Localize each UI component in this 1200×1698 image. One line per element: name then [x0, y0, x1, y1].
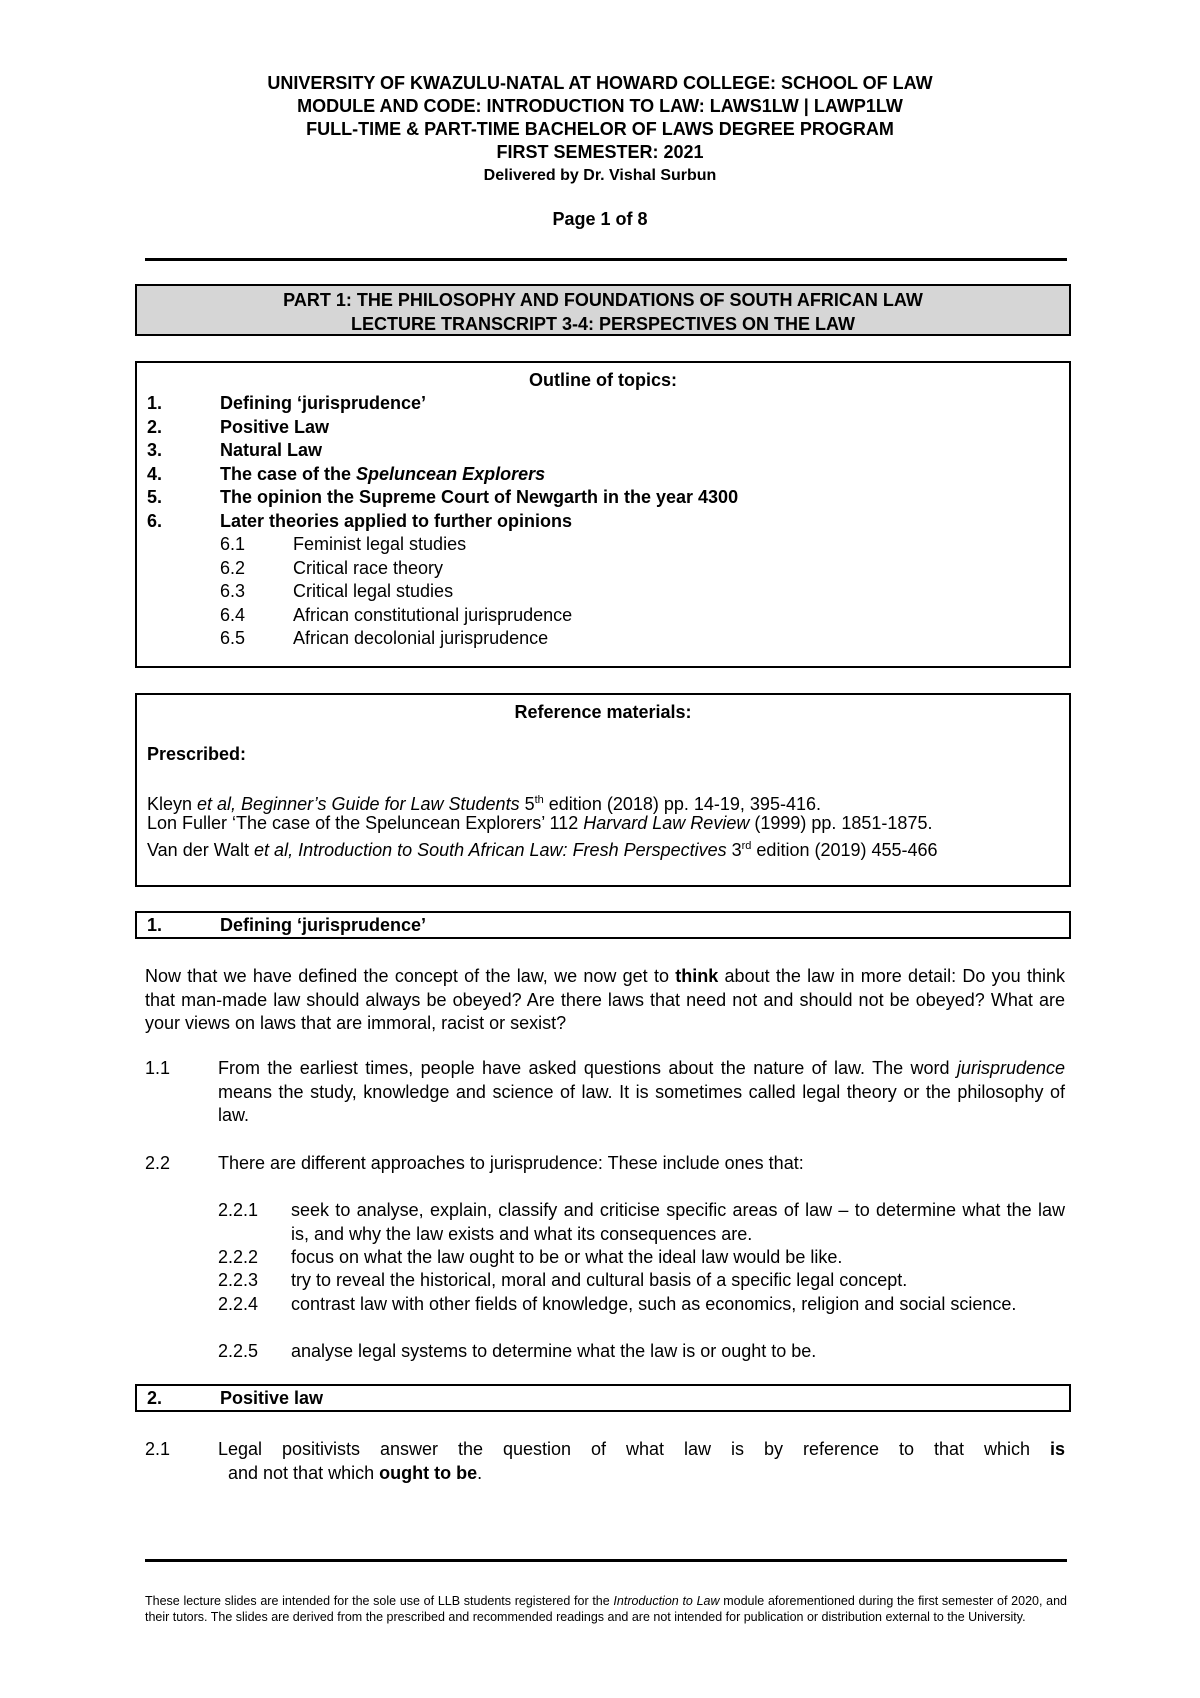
reference-kleyn: Kleyn et al, Beginner’s Guide for Law Students 5th edition (2018) pp. 14-19, 395-416. — [147, 794, 821, 814]
part-title-box — [135, 284, 1071, 336]
outline-list — [137, 392, 1069, 651]
outline-subitem: 6.1 Feminist legal studies — [220, 534, 467, 554]
page-number: Page 1 of 8 — [552, 209, 648, 229]
outline-item: 6. Later theories applied to further opinions — [147, 510, 573, 531]
outline-subitem: 6.2 Critical race theory — [220, 557, 444, 578]
section-1-intro: Now that we have defined the concept of the law, we now get to think about the law in more detail: Do you think that man-made law should always be obeyed? Are there laws that need not and should not be obeyed? What are your views on laws that are immoral, racist or sexist? — [145, 966, 1065, 1033]
references-box — [135, 693, 1071, 887]
lecturer: Delivered by Dr. Vishal Surbun — [483, 167, 717, 184]
outline-item: 1. Defining ‘jurisprudence’ — [147, 393, 427, 413]
reference-van-der-walt: Van der Walt et al, Introduction to South African Law: Fresh Perspectives 3rd edition (2019) 455-466 — [147, 840, 938, 860]
degree-program: FULL-TIME & PART-TIME BACHELOR OF LAWS DEGREE PROGRAM — [306, 119, 894, 139]
document-page: UNIVERSITY OF KWAZULU-NATAL AT HOWARD COLLEGE: SCHOOL OF LAW MODULE AND CODE: INTRODUCTION TO LAW: LAWS1LW | LAWP1LW FULL-TIME & PART-TIME BACHELOR OF LAWS DEGREE PROGRAM FIRST SEMESTER: 2021 Delivered by Dr. Vishal Surbun Page 1 of 8 PART 1: THE PHILOSOPHY AND FOUNDATIONS OF SOUTH AFRICAN LAW LECTURE TRANSCRIPT 3-4: PERSPECTIVES ON THE LAW Outline of topics: 1. Defining ‘jurisprudence’ 2. Positive Law 3. Natural Law 4. The case of the Speluncean Explorers 5. The opinion the Supreme Court of Newgarth in the year 4300 6. Later theories applied to further opinions 6.1 Feminist legal studies 6.2 Critical race theory 6.3 Critical legal studies 6.4 African constitutional jurisprudence 6.5 African decolonial jurisprudence Reference materials: Prescribed: Kleyn et al, Beginner’s Guide for Law Students 5th edition (2018) pp. 14-19, 395-416. Lon Fuller ‘The case of the Speluncean Explorers’ 112 Harvard Law Review (1999) pp. 1851-1875. Van der Walt et al, Introduction to South African Law: Fresh Perspectives 3rd edition (2019) 455-466 1. Defining ‘jurisprudence’ Now that we have defined the concept of the law, we now get to think about the law in more detail: Do you think that man-made law should always be obeyed? Are there laws that need not and should not be obeyed? What are your views on laws that are immoral, racist or sexist? 1.1 From the earliest times, people have asked questions about the nature of law. The word jurisprudence means the study, knowledge and science of law. It is sometimes called legal theory or the philosophy of law. 2.2 There are different approaches to jurisprudence: These include ones that: 2.2.1 seek to analyse, explain, classify and criticise specific areas of law – to determine what the law is, and why the law exists and what its consequences are. 2.2.2 focus on what the law ought to be or what the ideal law would be like. 2.2.3 try to reveal the historical, moral and cultural basis of a specific legal concept. 2.2.4 contrast law with other fields of knowledge, such as economics, religion and social science. 2.2.5 analyse legal systems to determine what the law is or ought to be. 2. Positive law 2.1 Legal positivists answer the question of what law is by reference to that which is and not that which ought to be. These lecture slides are intended for the sole use of LLB students registered for the Introduction to Law module aforementioned during the first semester of 2020, and their tutors. The slides are derived from the prescribed and recommended readings and are not intended for publication or distribution external to the University. — [0, 0, 1200, 1698]
footer-disclaimer: These lecture slides are intended for the sole use of LLB students registered for the Introduction to Law module aforementioned during the first semester of 2020, and their tutors. The slides are derived from the prescribed and recommended readings and are not intended for publication or distribution external to the University. — [145, 1594, 1068, 1624]
header-divider — [145, 258, 1067, 261]
section-1-heading: 1. Defining ‘jurisprudence’ — [135, 911, 1071, 939]
document-header — [0, 72, 1200, 231]
part-title: PART 1: THE PHILOSOPHY AND FOUNDATIONS OF SOUTH AFRICAN LAW — [283, 290, 923, 310]
outline-subitem: 6.4 African constitutional jurisprudence — [220, 604, 573, 625]
outline-box — [135, 361, 1071, 668]
university-title: UNIVERSITY OF KWAZULU-NATAL AT HOWARD COLLEGE: SCHOOL OF LAW — [267, 73, 933, 93]
outline-subitem: 6.3 Critical legal studies — [220, 581, 454, 601]
transcript-title: LECTURE TRANSCRIPT 3-4: PERSPECTIVES ON THE LAW — [350, 314, 856, 334]
section-2-heading: 2. Positive law — [135, 1384, 1071, 1412]
outline-item: 3. Natural Law — [147, 440, 323, 460]
outline-item: 2. Positive Law — [147, 416, 330, 437]
outline-item: 4. The case of the Speluncean Explorers — [147, 463, 546, 484]
semester: FIRST SEMESTER: 2021 — [496, 142, 704, 162]
prescribed-label: Prescribed: — [147, 744, 247, 764]
reference-fuller: Lon Fuller ‘The case of the Speluncean Explorers’ 112 Harvard Law Review (1999) pp. 1851-1875. — [147, 813, 933, 833]
references-title: Reference materials: — [514, 702, 692, 722]
outline-title: Outline of topics: — [529, 370, 677, 390]
outline-item: 5. The opinion the Supreme Court of Newgarth in the year 4300 — [147, 487, 739, 507]
module-code: MODULE AND CODE: INTRODUCTION TO LAW: LAWS1LW | LAWP1LW — [297, 96, 903, 116]
outline-subitem: 6.5 African decolonial jurisprudence — [220, 628, 549, 648]
footer-divider — [145, 1559, 1067, 1562]
